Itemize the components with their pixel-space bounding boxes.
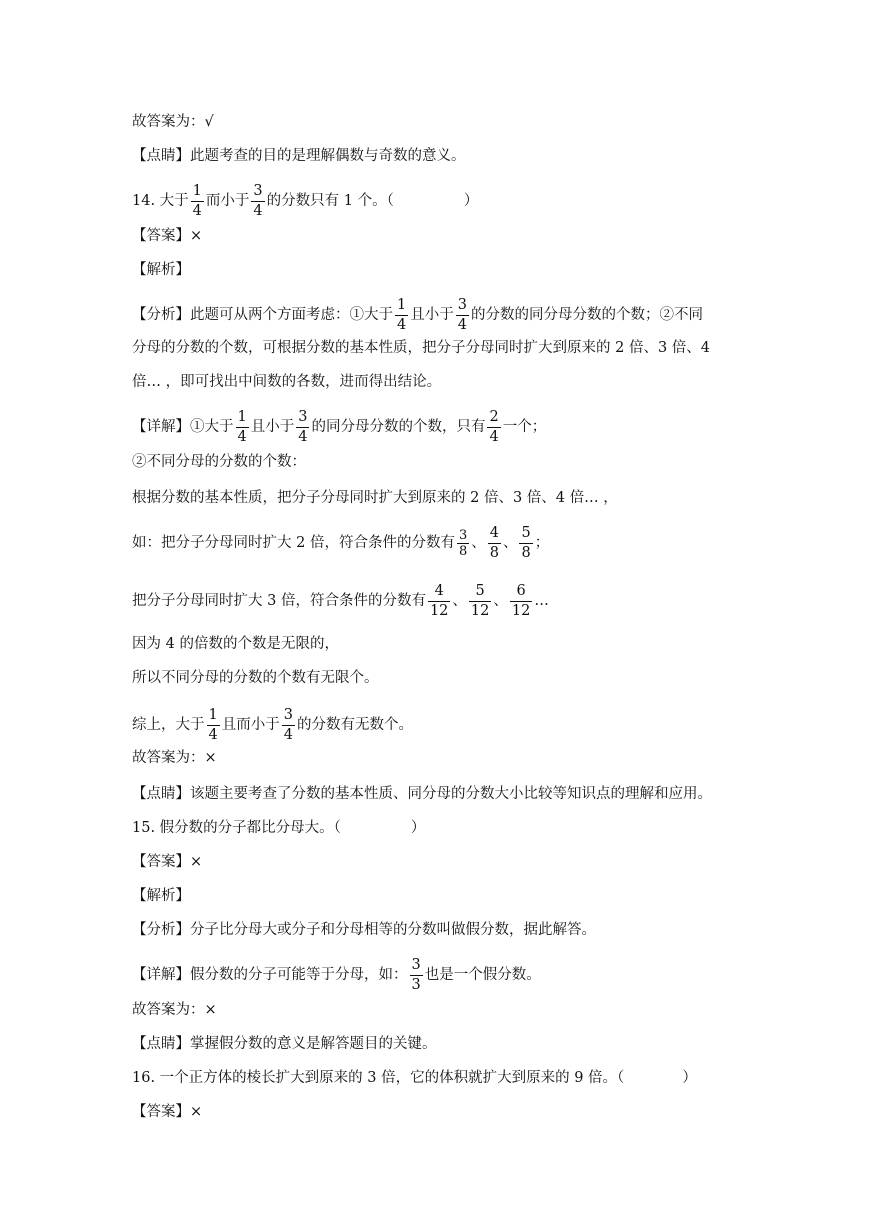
fraction — [488, 526, 501, 560]
fraction — [469, 584, 491, 618]
text: 的分数的同分母分数的个数；②不同 — [470, 307, 703, 323]
analysis-line — [132, 920, 809, 940]
text: 因为 4 的倍数的个数是无限的， — [132, 636, 339, 652]
answer-line — [132, 112, 809, 132]
text: 【答案】× — [132, 854, 203, 870]
fraction — [456, 298, 469, 332]
denominator: 4 — [192, 202, 202, 219]
text: ） — [682, 1070, 697, 1086]
question-15 — [132, 818, 809, 838]
note-line — [132, 146, 809, 166]
denominator: 4 — [237, 428, 247, 445]
text: 【答案】× — [132, 1104, 203, 1120]
numerator: 3 — [296, 410, 309, 428]
text: 【解析】 — [132, 888, 190, 904]
denominator: 12 — [511, 602, 531, 619]
note-line — [132, 1034, 809, 1054]
text: 的分数有无数个。 — [296, 717, 413, 733]
denominator: 4 — [457, 316, 467, 333]
fraction — [296, 410, 309, 444]
text: … — [534, 593, 549, 609]
text: 、 — [471, 535, 486, 551]
text: 【答案】× — [132, 228, 203, 244]
text: ； — [534, 535, 550, 551]
fraction — [282, 708, 295, 742]
fraction — [251, 184, 264, 218]
fraction — [191, 184, 204, 218]
fraction — [236, 410, 249, 444]
question-14 — [132, 184, 809, 218]
analysis-heading — [132, 886, 809, 906]
text: ②不同分母的分数的个数： — [132, 454, 306, 470]
answer-line — [132, 852, 809, 872]
fraction — [410, 958, 423, 992]
detail-line — [132, 526, 809, 560]
text: 【详解】假分数的分子可能等于分母，如： — [132, 967, 408, 983]
text: 【点睛】此题考查的目的是理解偶数与奇数的意义。 — [132, 148, 466, 164]
numerator: 5 — [519, 526, 532, 544]
text: 根据分数的基本性质，把分子分母同时扩大到原来的 2 倍、3 倍、4 倍… ， — [132, 490, 618, 506]
numerator: 1 — [207, 708, 220, 726]
analysis-line — [132, 372, 809, 392]
detail-line — [132, 452, 809, 472]
text: 、 — [452, 593, 467, 609]
answer-line — [132, 1102, 809, 1122]
text: 分母的分数的个数，可根据分数的基本性质，把分子分母同时扩大到原来的 2 倍、3 倍、4 — [132, 340, 710, 356]
text: 的分数只有 1 个。（ — [266, 193, 394, 209]
note-line — [132, 784, 809, 804]
detail-line — [132, 584, 809, 618]
numerator: 2 — [487, 410, 500, 428]
denominator: 8 — [489, 544, 499, 561]
detail-line — [132, 410, 809, 444]
fraction — [487, 410, 500, 444]
numerator: 1 — [191, 184, 204, 202]
text: 综上，大于 — [132, 717, 205, 733]
numerator: 3 — [456, 298, 469, 316]
text: 14. 大于 — [132, 193, 189, 209]
text: 故答案为：× — [132, 1002, 217, 1018]
numerator: 3 — [410, 958, 423, 976]
fraction — [519, 526, 532, 560]
text: 且小于 — [410, 307, 454, 323]
numerator: 1 — [236, 410, 249, 428]
text: 【分析】此题可从两个方面考虑：①大于 — [132, 307, 393, 323]
text: 且而小于 — [221, 717, 280, 733]
detail-line — [132, 634, 809, 654]
text: 而小于 — [205, 193, 250, 209]
analysis-line — [132, 338, 809, 358]
analysis-heading — [132, 260, 809, 280]
denominator: 4 — [208, 726, 218, 743]
denominator: 4 — [489, 428, 499, 445]
fraction — [428, 584, 450, 618]
denominator: 4 — [397, 316, 407, 333]
text: ） — [463, 193, 479, 209]
text: 【详解】①大于 — [132, 419, 234, 435]
text: 如：把分子分母同时扩大 2 倍，符合条件的分数有 — [132, 535, 455, 551]
denominator: 3 — [411, 976, 421, 993]
text: 的同分母分数的个数，只有 — [311, 419, 486, 435]
denominator: 8 — [521, 544, 531, 561]
answer-line — [132, 1000, 809, 1020]
numerator: 3 — [282, 708, 295, 726]
answer-line — [132, 226, 809, 246]
detail-line — [132, 958, 809, 992]
numerator: 6 — [510, 584, 532, 602]
denominator: 4 — [298, 428, 308, 445]
numerator: 4 — [488, 526, 501, 544]
text: 、 — [493, 593, 508, 609]
numerator: 3 — [251, 184, 264, 202]
text: 16. 一个正方体的棱长扩大到原来的 3 倍，它的体积就扩大到原来的 9 倍。（ — [132, 1070, 625, 1086]
denominator: 12 — [429, 602, 449, 619]
denominator: 8 — [458, 543, 468, 559]
denominator: 12 — [470, 602, 490, 619]
detail-line — [132, 668, 809, 688]
question-16 — [132, 1068, 809, 1088]
text: 【点睛】该题主要考查了分数的基本性质、同分母的分数大小比较等知识点的理解和应用。 — [132, 786, 712, 802]
denominator: 4 — [283, 726, 293, 743]
text: 把分子分母同时扩大 3 倍，符合条件的分数有 — [132, 593, 426, 609]
fraction — [395, 298, 408, 332]
text: 【点睛】掌握假分数的意义是解答题目的关键。 — [132, 1036, 437, 1052]
text: 故答案为：× — [132, 750, 217, 766]
text: 所以不同分母的分数的个数有无限个。 — [132, 670, 379, 686]
numerator: 4 — [428, 584, 450, 602]
analysis-line — [132, 298, 809, 332]
text: 故答案为：√ — [132, 114, 214, 130]
numerator: 5 — [469, 584, 491, 602]
text: 【解析】 — [132, 262, 190, 278]
fraction — [457, 529, 469, 558]
numerator: 1 — [395, 298, 408, 316]
detail-line — [132, 488, 809, 508]
text: 15. 假分数的分子都比分母大。（ — [132, 820, 341, 836]
text: ） — [410, 820, 426, 836]
text: 倍… ，即可找出中间数的各数，进而得出结论。 — [132, 374, 442, 390]
fraction — [207, 708, 220, 742]
text: 、 — [502, 535, 518, 551]
numerator: 3 — [458, 527, 468, 543]
text: 也是一个假分数。 — [424, 967, 541, 983]
fraction — [510, 584, 532, 618]
text: 一个； — [502, 419, 547, 435]
denominator: 4 — [253, 202, 263, 219]
answer-line — [132, 748, 809, 768]
text: 且小于 — [250, 419, 295, 435]
text: 【分析】分子比分母大或分子和分母相等的分数叫做假分数，据此解答。 — [132, 922, 596, 938]
detail-line — [132, 708, 809, 742]
